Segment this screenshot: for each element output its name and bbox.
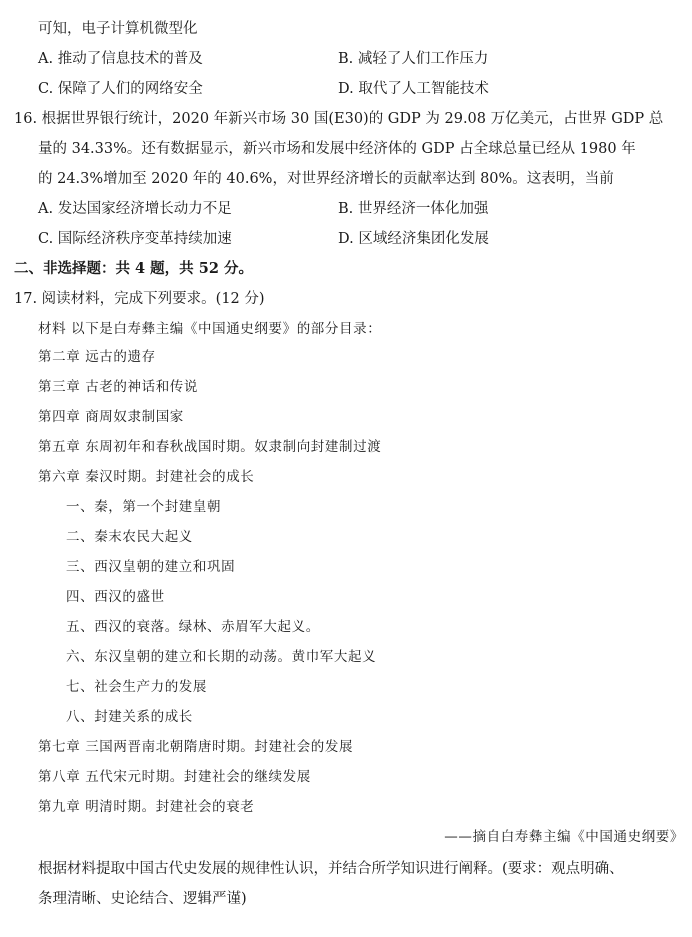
toc-subsection-5: 五、西汉的衰落。绿林、赤眉军大起义。 bbox=[66, 619, 320, 635]
q15-option-d: D. 取代了人工智能技术 bbox=[338, 81, 489, 97]
q15-option-c: C. 保障了人们的网络安全 bbox=[38, 81, 203, 97]
q16-option-b: B. 世界经济一体化加强 bbox=[338, 201, 489, 217]
toc-subsection-8: 八、封建关系的成长 bbox=[66, 709, 193, 725]
section-2-title: 二、非选择题：共 4 题，共 52 分。 bbox=[14, 260, 253, 277]
q15-option-a: A. 推动了信息技术的普及 bbox=[38, 51, 203, 67]
toc-chapter-5: 第五章 东周初年和春秋战国时期。奴隶制向封建制过渡 bbox=[38, 439, 382, 455]
q16-line-1: 16. 根据世界银行统计，2020 年新兴市场 30 国(E30)的 GDP 为 29.08 万亿美元，占世界 GDP 总 bbox=[14, 111, 664, 127]
q16-option-a: A. 发达国家经济增长动力不足 bbox=[38, 201, 232, 217]
toc-chapter-4: 第四章 商周奴隶制国家 bbox=[38, 409, 184, 425]
q17-requirement-line-2: 条理清晰、史论结合、逻辑严谨) bbox=[38, 891, 247, 907]
toc-subsection-7: 七、社会生产力的发展 bbox=[66, 679, 207, 695]
toc-subsection-4: 四、西汉的盛世 bbox=[66, 589, 165, 605]
toc-subsection-3: 三、西汉皇朝的建立和巩固 bbox=[66, 559, 236, 575]
q17-material-intro: 材料 以下是白寿彝主编《中国通史纲要》的部分目录： bbox=[38, 321, 382, 337]
q17-stem: 17. 阅读材料，完成下列要求。(12 分) bbox=[14, 291, 265, 307]
toc-chapter-6: 第六章 秦汉时期。封建社会的成长 bbox=[38, 469, 255, 485]
toc-subsection-2: 二、秦末农民大起义 bbox=[66, 529, 193, 545]
toc-chapter-7: 第七章 三国两晋南北朝隋唐时期。封建社会的发展 bbox=[38, 739, 354, 755]
q16-line-2: 量的 34.33%。还有数据显示，新兴市场和发展中经济体的 GDP 占全球总量已经从 1980 年 bbox=[38, 141, 636, 157]
toc-chapter-2: 第二章 远古的遗存 bbox=[38, 349, 156, 365]
q16-line-3: 的 24.3%增加至 2020 年的 40.6%，对世界经济增长的贡献率达到 80%。这表明，当前 bbox=[38, 171, 614, 187]
toc-subsection-1: 一、秦，第一个封建皇朝 bbox=[66, 499, 222, 515]
q17-requirement-line-1: 根据材料提取中国古代史发展的规律性认识，并结合所学知识进行阐释。(要求：观点明确、 bbox=[38, 861, 624, 877]
toc-chapter-8: 第八章 五代宋元时期。封建社会的继续发展 bbox=[38, 769, 311, 785]
q15-stem: 可知，电子计算机微型化 bbox=[38, 21, 198, 37]
toc-chapter-9: 第九章 明清时期。封建社会的衰老 bbox=[38, 799, 255, 815]
q16-option-c: C. 国际经济秩序变革持续加速 bbox=[38, 231, 232, 247]
toc-subsection-6: 六、东汉皇朝的建立和长期的动荡。黄巾军大起义 bbox=[66, 649, 377, 665]
q16-option-d: D. 区域经济集团化发展 bbox=[338, 231, 489, 247]
q15-option-b: B. 减轻了人们工作压力 bbox=[338, 51, 489, 67]
toc-chapter-3: 第三章 古老的神话和传说 bbox=[38, 379, 198, 395]
material-source: ——摘自白寿彝主编《中国通史纲要》 bbox=[444, 829, 684, 845]
